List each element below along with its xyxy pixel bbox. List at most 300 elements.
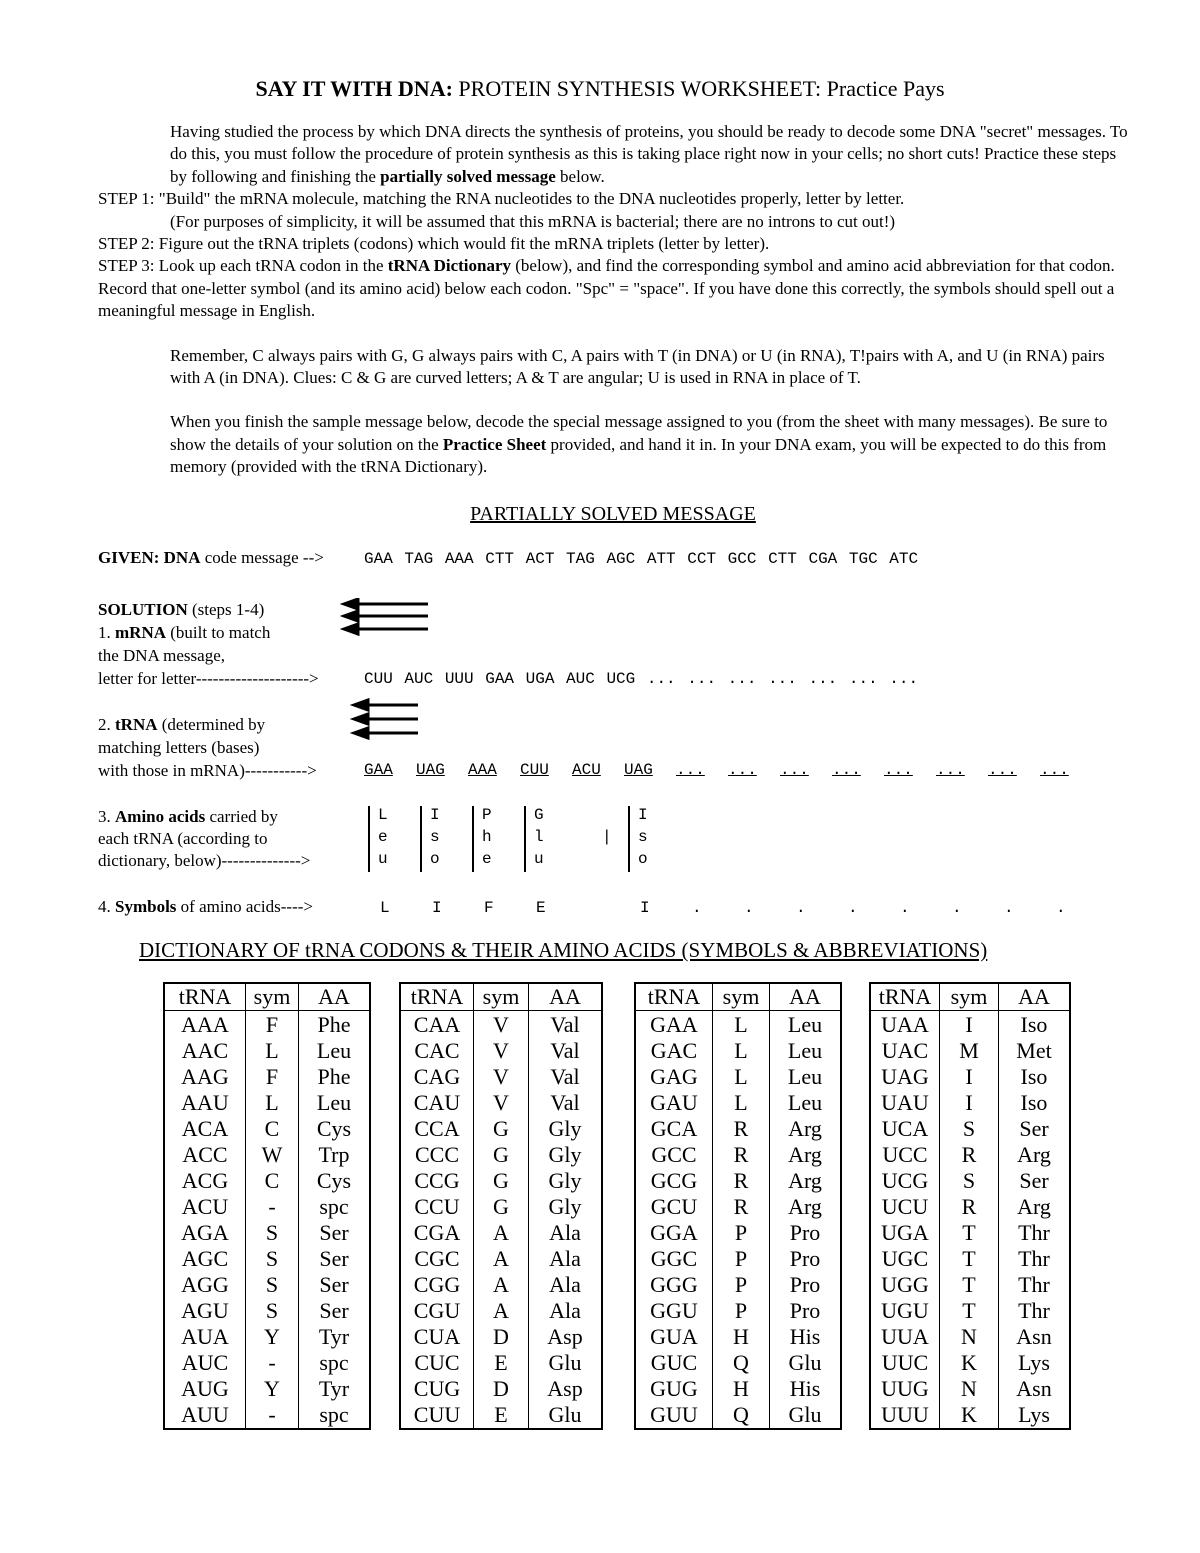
codon-cell: CGA xyxy=(400,1220,474,1246)
amino-acid-letter: e xyxy=(482,850,492,868)
trna-codon: ... xyxy=(780,761,809,779)
amino-acid-cell: Ala xyxy=(549,1246,581,1271)
symbol-cell: G xyxy=(474,1168,529,1194)
amino-acid-cell: Tyr xyxy=(318,1324,350,1349)
amino-acid-cell: Thr xyxy=(1018,1272,1050,1297)
table-row xyxy=(400,1246,602,1272)
codon-cell: GAA xyxy=(635,1011,713,1039)
codon-cell: CAU xyxy=(400,1090,474,1116)
codon-cell: UAU xyxy=(870,1090,940,1116)
amino-acid-cell: Gly xyxy=(548,1168,582,1193)
amino-acid-letter: s xyxy=(638,828,648,846)
amino-acid-bar xyxy=(524,806,526,872)
symbol-cell: G xyxy=(474,1142,529,1168)
table-row xyxy=(870,1402,1070,1429)
title-bold: SAY IT WITH DNA: xyxy=(255,76,453,101)
symbol-cell: E xyxy=(474,1402,529,1429)
symbol-cell: C xyxy=(246,1116,299,1142)
codon-cell: GAC xyxy=(635,1038,713,1064)
amino-acid-cell: Thr xyxy=(1018,1220,1050,1245)
step-1: STEP 1: "Build" the mRNA molecule, matching the RNA nucleotides to the DNA nucleotides properly, letter by letter. xyxy=(98,189,905,209)
symbol-cell: T xyxy=(940,1272,999,1298)
codon-cell: AGG xyxy=(164,1272,246,1298)
amino-acid-columns xyxy=(370,806,670,872)
amino-acid-cell: Val xyxy=(550,1064,580,1089)
page-title xyxy=(0,76,1200,102)
table-row xyxy=(635,1272,841,1298)
trna-codon: CUU xyxy=(520,761,549,779)
symbol-letter: L xyxy=(380,899,390,917)
symbol-cell: P xyxy=(713,1298,770,1324)
symbol-cell: S xyxy=(246,1298,299,1324)
amino-acid-bar xyxy=(472,806,474,872)
codon-cell: AAA xyxy=(164,1011,246,1039)
symbol-cell: - xyxy=(246,1350,299,1376)
amino-acid-cell: Trp xyxy=(318,1142,350,1167)
amino-acid-letter: I xyxy=(638,806,648,824)
codon-table xyxy=(634,982,842,1430)
symbol-cell: K xyxy=(940,1402,999,1429)
symbol-cell: T xyxy=(940,1220,999,1246)
symbol-cell: S xyxy=(940,1116,999,1142)
table-row xyxy=(635,1298,841,1324)
table-header: AA xyxy=(999,983,1071,1011)
symbol-cell: I xyxy=(940,1011,999,1039)
table-row xyxy=(164,1220,370,1246)
amino-acid-cell: Arg xyxy=(788,1142,822,1167)
table-row xyxy=(400,1116,602,1142)
arrows-icon xyxy=(340,598,432,638)
table-row xyxy=(164,1011,370,1039)
table-row xyxy=(400,1324,602,1350)
table-row xyxy=(635,1246,841,1272)
table-row xyxy=(400,1350,602,1376)
table-row xyxy=(870,1246,1070,1272)
codon-cell: GGU xyxy=(635,1298,713,1324)
table-row xyxy=(400,1011,602,1039)
trna-codon: ... xyxy=(884,761,913,779)
table-row xyxy=(870,1116,1070,1142)
symbol-cell: S xyxy=(246,1272,299,1298)
amino-acid-cell: Iso xyxy=(1020,1090,1048,1115)
amino-acid-cell: Arg xyxy=(788,1116,822,1141)
title-rest: PROTEIN SYNTHESIS WORKSHEET: Practice Pays xyxy=(452,76,945,101)
given-codons: GAA TAG AAA CTT ACT TAG AGC ATT CCT GCC CTT CGA TGC ATC xyxy=(364,550,919,568)
amino-acid-cell: Ala xyxy=(549,1220,581,1245)
table-row xyxy=(400,1090,602,1116)
table-row xyxy=(635,1011,841,1039)
amino-acid-cell: Thr xyxy=(1018,1246,1050,1271)
codon-cell: UGU xyxy=(870,1298,940,1324)
codon-cell: CGU xyxy=(400,1298,474,1324)
instructions-paragraph: When you finish the sample message below, decode the special message assigned to you (from the sheet with many messages). Be sure to show the details of your solution on the Practice Sheet provided, and hand it in. In your DNA exam, you will be expected to do this from memory (provided with the tRNA Dictionary). xyxy=(170,412,1108,477)
codon-cell: GGC xyxy=(635,1246,713,1272)
amino-acid-letter: P xyxy=(482,806,492,824)
symbol-letter: I xyxy=(640,899,650,917)
symbol-letter: F xyxy=(484,899,494,917)
intro-paragraph: Having studied the process by which DNA directs the synthesis of proteins, you should be ready to decode some DNA "secret" messages. To do this, you must follow the procedure of protein synthesis as this is taking place right now in your cells; no short cuts! Practice these steps by following and finishing the partially solved message below. xyxy=(170,122,1128,186)
symbol-cell: R xyxy=(940,1194,999,1220)
symbol-cell: N xyxy=(940,1376,999,1402)
amino-acid-letter: o xyxy=(638,850,648,868)
amino-acid-cell: Leu xyxy=(316,1038,352,1063)
table-row xyxy=(635,1220,841,1246)
amino-acid-cell: Glu xyxy=(788,1402,822,1427)
codon-table xyxy=(869,982,1071,1430)
codon-cell: AUU xyxy=(164,1402,246,1429)
symbol-cell: L xyxy=(246,1090,299,1116)
amino-acid-cell: Leu xyxy=(787,1038,823,1063)
table-row xyxy=(870,1220,1070,1246)
codon-cell: UGA xyxy=(870,1220,940,1246)
table-row xyxy=(400,1402,602,1429)
table-row xyxy=(164,1298,370,1324)
symbols-line: 4. Symbols of amino acids----> xyxy=(98,897,313,916)
amino-acid-cell: Met xyxy=(1016,1038,1052,1063)
table-row xyxy=(635,1324,841,1350)
symbol-cell: S xyxy=(940,1168,999,1194)
table-row xyxy=(164,1350,370,1376)
trna-codon: GAA xyxy=(364,761,393,779)
symbol-cell: Y xyxy=(246,1376,299,1402)
codon-cell: AGA xyxy=(164,1220,246,1246)
symbol-cell: H xyxy=(713,1376,770,1402)
symbol-cell: A xyxy=(474,1272,529,1298)
trna-codons xyxy=(364,761,1084,783)
table-row xyxy=(870,1168,1070,1194)
table-header: AA xyxy=(299,983,371,1011)
symbol-cell: F xyxy=(246,1064,299,1090)
trna-codon: AAA xyxy=(468,761,497,779)
symbol-cell: K xyxy=(940,1350,999,1376)
amino-acid-letter: e xyxy=(378,828,388,846)
codon-cell: AUG xyxy=(164,1376,246,1402)
table-row xyxy=(870,1064,1070,1090)
symbol-letter: I xyxy=(432,899,442,917)
codon-cell: GUC xyxy=(635,1350,713,1376)
symbol-cell: R xyxy=(713,1116,770,1142)
table-row xyxy=(400,1168,602,1194)
table-row xyxy=(870,1350,1070,1376)
table-row xyxy=(635,1090,841,1116)
table-header: AA xyxy=(770,983,842,1011)
codon-cell: CAA xyxy=(400,1011,474,1039)
symbol-cell: A xyxy=(474,1298,529,1324)
symbol-cell: L xyxy=(246,1038,299,1064)
symbol-letter: . xyxy=(952,899,962,917)
amino-acid-cell: Asp xyxy=(547,1324,583,1349)
codon-cell: ACC xyxy=(164,1142,246,1168)
amino-acid-cell: His xyxy=(789,1324,821,1349)
codon-cell: GAU xyxy=(635,1090,713,1116)
symbol-cell: S xyxy=(246,1220,299,1246)
step-2: STEP 2: Figure out the tRNA triplets (codons) which would fit the mRNA triplets (letter by letter). xyxy=(98,234,770,254)
amino-acid-cell: Phe xyxy=(317,1012,351,1037)
symbol-cell: S xyxy=(246,1246,299,1272)
symbol-cell: C xyxy=(246,1168,299,1194)
table-row xyxy=(164,1402,370,1429)
table-header: sym xyxy=(713,983,770,1011)
table-row xyxy=(400,1038,602,1064)
table-row xyxy=(164,1376,370,1402)
table-row xyxy=(164,1038,370,1064)
amino-acid-cell: Glu xyxy=(788,1350,822,1375)
symbol-cell: R xyxy=(940,1142,999,1168)
codon-cell: UCU xyxy=(870,1194,940,1220)
codon-cell: CUG xyxy=(400,1376,474,1402)
table-header: tRNA xyxy=(164,983,246,1011)
amino-acid-bar xyxy=(368,806,370,872)
codon-cell: AAG xyxy=(164,1064,246,1090)
table-header: sym xyxy=(940,983,999,1011)
amino-acid-cell: Phe xyxy=(317,1064,351,1089)
trna-codon: ... xyxy=(832,761,861,779)
amino-acid-cell: Gly xyxy=(548,1116,582,1141)
codon-cell: CGC xyxy=(400,1246,474,1272)
table-row xyxy=(635,1038,841,1064)
table-header: AA xyxy=(529,983,603,1011)
symbol-cell: - xyxy=(246,1402,299,1429)
mrna-codons: CUU AUC UUU GAA UGA AUC UCG ... ... ... ... ... ... ... xyxy=(364,670,919,688)
trna-codon: ... xyxy=(676,761,705,779)
table-header: sym xyxy=(246,983,299,1011)
symbol-cell: I xyxy=(940,1090,999,1116)
table-row xyxy=(870,1272,1070,1298)
codon-cell: UAC xyxy=(870,1038,940,1064)
codon-cell: CAG xyxy=(400,1064,474,1090)
codon-cell: CCG xyxy=(400,1168,474,1194)
table-row xyxy=(870,1142,1070,1168)
amino-acid-letter: G xyxy=(534,806,544,824)
codon-cell: UUC xyxy=(870,1350,940,1376)
amino-acid-cell: Pro xyxy=(789,1298,821,1323)
amino-acid-cell: Asn xyxy=(1016,1324,1052,1349)
table-row xyxy=(164,1246,370,1272)
amino-acid-letter: u xyxy=(534,850,544,868)
amino-acid-cell: Asn xyxy=(1016,1376,1052,1401)
table-row xyxy=(164,1090,370,1116)
symbol-cell: Q xyxy=(713,1402,770,1429)
symbol-cell: R xyxy=(713,1194,770,1220)
codon-cell: CAC xyxy=(400,1038,474,1064)
amino-acid-cell: Ser xyxy=(319,1246,349,1271)
trna-codon: ... xyxy=(988,761,1017,779)
step-1-note: (For purposes of simplicity, it will be assumed that this mRNA is bacterial; there are no introns to cut out!) xyxy=(170,211,896,231)
amino-acid-cell: Ser xyxy=(319,1220,349,1245)
amino-acid-cell: Arg xyxy=(1017,1142,1051,1167)
symbol-letter: . xyxy=(744,899,754,917)
table-row xyxy=(635,1194,841,1220)
table-row xyxy=(164,1272,370,1298)
table-row xyxy=(635,1142,841,1168)
codon-cell: GUU xyxy=(635,1402,713,1429)
symbol-cell: P xyxy=(713,1220,770,1246)
trna-codon: ACU xyxy=(572,761,601,779)
trna-codon: ... xyxy=(728,761,757,779)
amino-acid-cell: Glu xyxy=(548,1402,582,1427)
codon-cell: UCA xyxy=(870,1116,940,1142)
codon-cell: ACG xyxy=(164,1168,246,1194)
amino-acid-cell: Iso xyxy=(1020,1064,1048,1089)
symbol-cell: T xyxy=(940,1246,999,1272)
codon-cell: CUC xyxy=(400,1350,474,1376)
codon-cell: AAC xyxy=(164,1038,246,1064)
symbol-cell: M xyxy=(940,1038,999,1064)
amino-acid-cell: Cys xyxy=(316,1168,352,1193)
amino-acid-cell: Pro xyxy=(789,1272,821,1297)
amino-acid-cell: Ala xyxy=(549,1272,581,1297)
symbol-cell: F xyxy=(246,1011,299,1039)
amino-acid-cell: Tyr xyxy=(318,1376,350,1401)
codon-cell: UGG xyxy=(870,1272,940,1298)
table-row xyxy=(635,1168,841,1194)
symbol-cell: V xyxy=(474,1011,529,1039)
table-row xyxy=(400,1272,602,1298)
amino-acid-cell: Ser xyxy=(1019,1116,1049,1141)
codon-cell: UGC xyxy=(870,1246,940,1272)
symbol-cell: R xyxy=(713,1168,770,1194)
amino-acid-cell: Val xyxy=(550,1038,580,1063)
table-row xyxy=(870,1194,1070,1220)
codon-cell: UCC xyxy=(870,1142,940,1168)
amino-acid-cell: His xyxy=(789,1376,821,1401)
intro-section xyxy=(98,121,1128,479)
symbol-cell: A xyxy=(474,1220,529,1246)
codon-cell: CUU xyxy=(400,1402,474,1429)
symbol-cell: L xyxy=(713,1038,770,1064)
step-3: STEP 3: Look up each tRNA codon in the tRNA Dictionary (below), and find the corresponding symbol and amino acid abbreviation for that codon. Record that one-letter symbol (and its amino acid) below each codon. "Spc" = "space". If you have done this correctly, the symbols should spell out a meaningful message in English. xyxy=(98,256,1115,321)
amino-acid-cell: Ser xyxy=(319,1272,349,1297)
table-row xyxy=(635,1064,841,1090)
trna-codon: ... xyxy=(1040,761,1069,779)
symbol-cell: L xyxy=(713,1064,770,1090)
codon-cell: ACA xyxy=(164,1116,246,1142)
amino-acid-cell: Gly xyxy=(548,1142,582,1167)
table-row xyxy=(164,1324,370,1350)
given-line: GIVEN: DNA code message --> xyxy=(98,548,324,567)
codon-cell: UUA xyxy=(870,1324,940,1350)
codon-cell: AGU xyxy=(164,1298,246,1324)
symbol-letter: . xyxy=(692,899,702,917)
codon-cell: GUG xyxy=(635,1376,713,1402)
amino-acid-cell: Leu xyxy=(316,1090,352,1115)
amino-acid-cell: spc xyxy=(319,1194,349,1219)
symbol-cell: L xyxy=(713,1011,770,1039)
table-row xyxy=(870,1376,1070,1402)
symbol-cell: G xyxy=(474,1116,529,1142)
amino-acid-cell: Cys xyxy=(316,1116,352,1141)
table-row xyxy=(400,1220,602,1246)
symbol-letter: . xyxy=(1004,899,1014,917)
symbol-cell: D xyxy=(474,1324,529,1350)
dictionary-heading: DICTIONARY OF tRNA CODONS & THEIR AMINO ACIDS (SYMBOLS & ABBREVIATIONS) xyxy=(139,938,988,962)
codon-cell: GGA xyxy=(635,1220,713,1246)
symbol-cell: V xyxy=(474,1038,529,1064)
table-row xyxy=(400,1142,602,1168)
table-row xyxy=(635,1350,841,1376)
codon-cell: UAA xyxy=(870,1011,940,1039)
table-row xyxy=(164,1168,370,1194)
symbol-cell: V xyxy=(474,1090,529,1116)
table-row xyxy=(870,1011,1070,1039)
codon-cell: UCG xyxy=(870,1168,940,1194)
symbol-cell: T xyxy=(940,1298,999,1324)
table-row xyxy=(635,1376,841,1402)
amino-acid-cell: Lys xyxy=(1018,1402,1050,1427)
codon-cell: AGC xyxy=(164,1246,246,1272)
codon-cell: UUG xyxy=(870,1376,940,1402)
symbol-cell: W xyxy=(246,1142,299,1168)
amino-acid-cell: Pro xyxy=(789,1220,821,1245)
amino-acid-letter: L xyxy=(378,806,388,824)
codon-cell: GCU xyxy=(635,1194,713,1220)
symbol-cell: Y xyxy=(246,1324,299,1350)
codon-cell: AAU xyxy=(164,1090,246,1116)
symbols-row xyxy=(364,899,1084,921)
table-row xyxy=(870,1298,1070,1324)
amino-acid-cell: Glu xyxy=(548,1350,582,1375)
table-header: tRNA xyxy=(635,983,713,1011)
symbol-letter: . xyxy=(848,899,858,917)
amino-acid-letter: I xyxy=(430,806,440,824)
symbol-cell: L xyxy=(713,1090,770,1116)
amino-acid-cell: Arg xyxy=(788,1168,822,1193)
amino-acid-cell: Pro xyxy=(789,1246,821,1271)
table-header: tRNA xyxy=(870,983,940,1011)
symbol-cell: N xyxy=(940,1324,999,1350)
amino-acid-letter: h xyxy=(482,828,492,846)
symbol-cell: P xyxy=(713,1272,770,1298)
codon-table xyxy=(163,982,371,1430)
symbol-cell: E xyxy=(474,1350,529,1376)
symbol-cell: V xyxy=(474,1064,529,1090)
symbol-cell: H xyxy=(713,1324,770,1350)
amino-acid-cell: Iso xyxy=(1020,1012,1048,1037)
symbol-cell: - xyxy=(246,1194,299,1220)
table-row xyxy=(635,1402,841,1429)
amino-acid-bar xyxy=(420,806,422,872)
codon-cell: AUC xyxy=(164,1350,246,1376)
symbol-cell: I xyxy=(940,1064,999,1090)
table-row xyxy=(164,1142,370,1168)
amino-acid-cell: Ala xyxy=(549,1298,581,1323)
amino-acid-cell: Ser xyxy=(1019,1168,1049,1193)
table-row xyxy=(870,1038,1070,1064)
table-row xyxy=(400,1376,602,1402)
symbol-letter: E xyxy=(536,899,546,917)
codon-cell: UAG xyxy=(870,1064,940,1090)
codon-cell: CUA xyxy=(400,1324,474,1350)
symbol-cell: P xyxy=(713,1246,770,1272)
codon-cell: GAG xyxy=(635,1064,713,1090)
codon-cell: CCA xyxy=(400,1116,474,1142)
trna-codon: UAG xyxy=(416,761,445,779)
codon-cell: CGG xyxy=(400,1272,474,1298)
table-row xyxy=(164,1116,370,1142)
amino-acid-cell: Lys xyxy=(1018,1350,1050,1375)
amino-acid-cell: Ser xyxy=(319,1298,349,1323)
solution-block: SOLUTION (steps 1-4) 1. mRNA (built to match the DNA message, letter for letter--------------------> xyxy=(98,600,319,688)
trna-codon: ... xyxy=(936,761,965,779)
trna-block: 2. tRNA (determined by matching letters (bases) with those in mRNA)-----------> xyxy=(98,715,317,780)
table-header: tRNA xyxy=(400,983,474,1011)
amino-acid-letter: o xyxy=(430,850,440,868)
codon-cell: GCC xyxy=(635,1142,713,1168)
pairing-rules: Remember, C always pairs with G, G always pairs with C, A pairs with T (in DNA) or U (in RNA), T!pairs with A, and U (in RNA) pairs with A (in DNA). Clues: C & G are curved letters; A & T are angular; U is used in RNA in place of T. xyxy=(170,345,1105,388)
symbol-cell: A xyxy=(474,1246,529,1272)
amino-acid-block: 3. Amino acids carried by each tRNA (according to dictionary, below)--------------> xyxy=(98,807,311,870)
table-row xyxy=(870,1324,1070,1350)
